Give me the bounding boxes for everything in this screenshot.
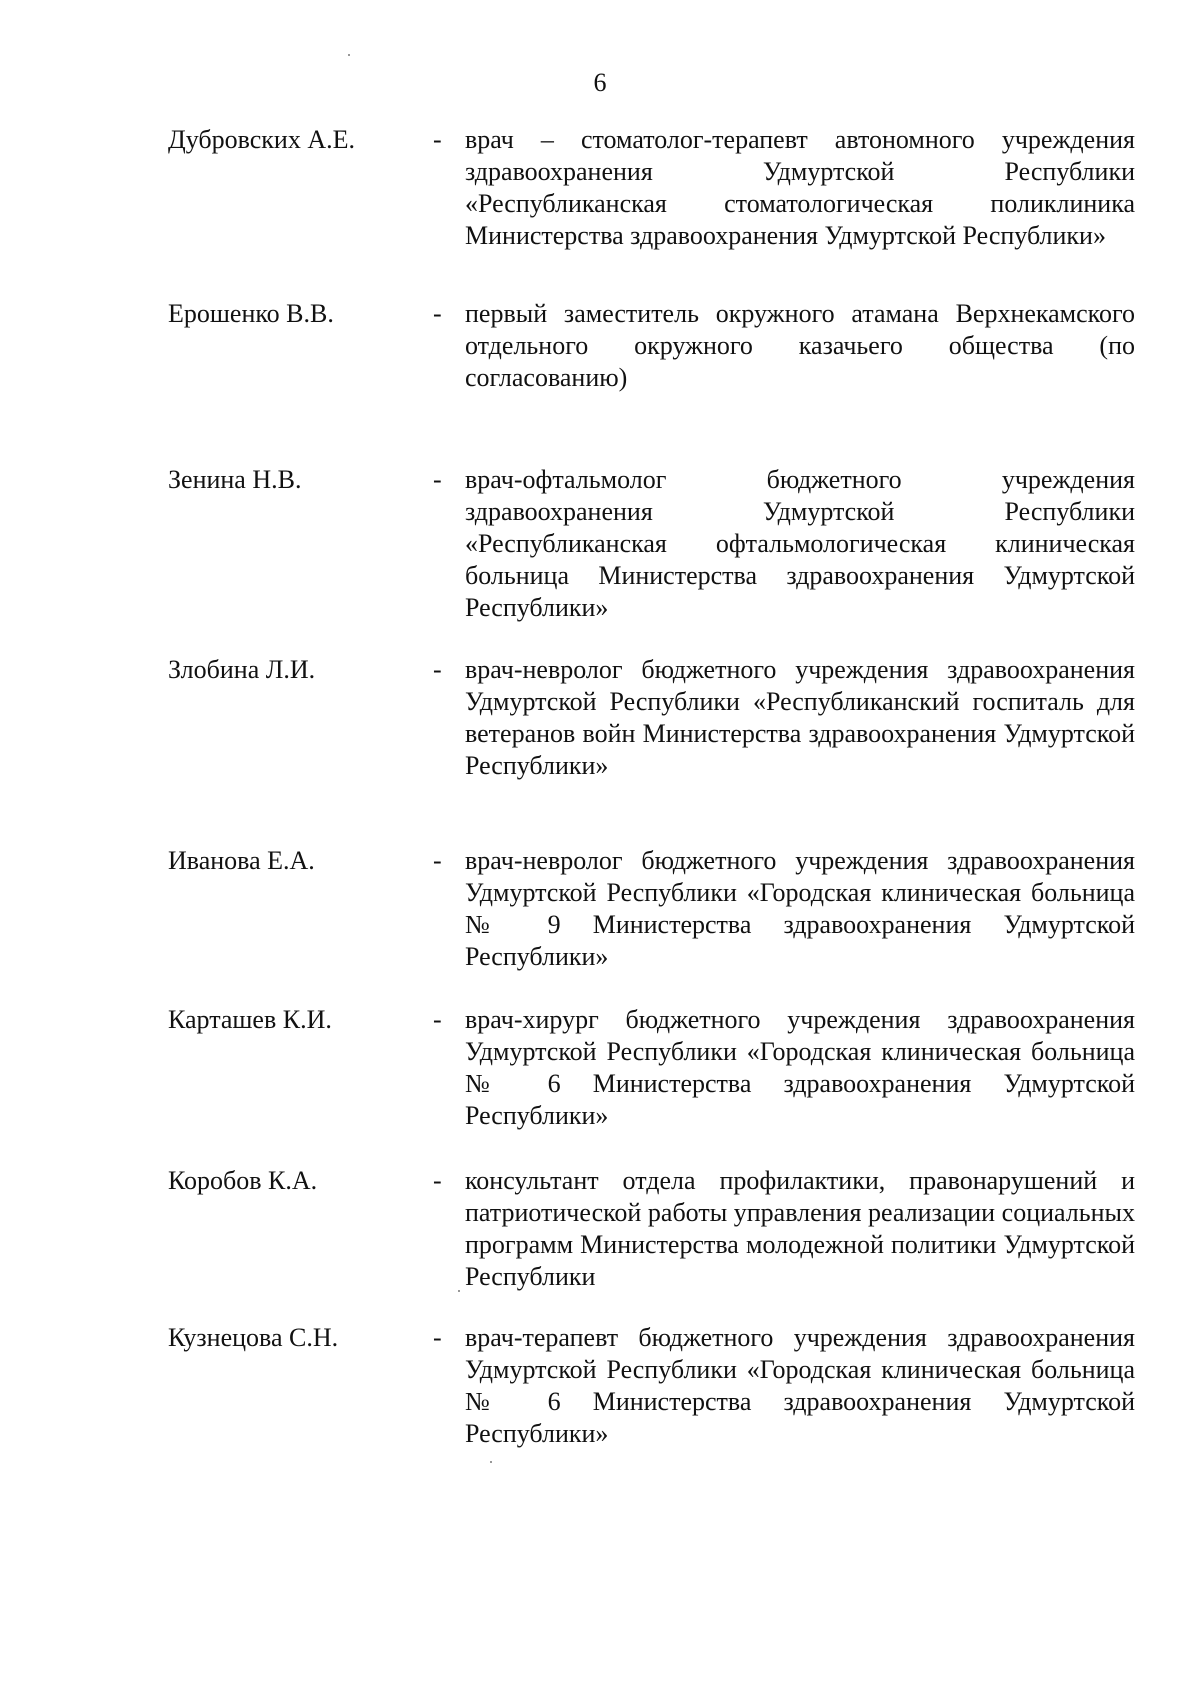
separator-dash: - <box>433 655 442 684</box>
member-position: врач-невролог бюджетного учреждения здравоохранения Удмуртской Республики «Республиканский госпиталь для ветеранов войн Министерства здравоохранения Удмуртской Республики» <box>465 655 1135 780</box>
member-name: Карташев К.И. <box>168 1005 332 1034</box>
member-name: Кузнецова С.Н. <box>168 1323 339 1352</box>
separator-dash: - <box>433 846 442 875</box>
member-position: врач – стоматолог-терапевт автономного учреждения здравоохранения Удмуртской Республики «Республиканская стоматологическая поликлиника Министерства здравоохранения Удмуртской Республики» <box>465 125 1135 250</box>
member-position: консультант отдела профилактики, правонарушений и патриотической работы управления реализации социальных программ Министерства молодежной политики Удмуртской Республики <box>465 1166 1135 1291</box>
member-name: Дубровских А.Е. <box>168 125 355 154</box>
member-name: Ерошенко В.В. <box>168 299 334 328</box>
scan-speck <box>490 1461 492 1463</box>
separator-dash: - <box>433 1166 442 1195</box>
member-position: первый заместитель окружного атамана Верхнекамского отдельного окружного казачьего общества (по согласованию) <box>465 299 1135 392</box>
separator-dash: - <box>433 465 442 494</box>
scan-speck <box>348 54 350 56</box>
separator-dash: - <box>433 125 442 154</box>
member-position: врач-невролог бюджетного учреждения здравоохранения Удмуртской Республики «Городская клиническая больница № 9 Министерства здравоохранения Удмуртской Республики» <box>465 846 1135 971</box>
member-position: врач-терапевт бюджетного учреждения здравоохранения Удмуртской Республики «Городская клиническая больница № 6 Министерства здравоохранения Удмуртской Республики» <box>465 1323 1135 1448</box>
separator-dash: - <box>433 1005 442 1034</box>
scan-speck <box>458 1290 460 1292</box>
member-name: Иванова Е.А. <box>168 846 315 875</box>
page-number: 6 <box>593 68 607 97</box>
member-name: Злобина Л.И. <box>168 655 316 684</box>
member-name: Зенина Н.В. <box>168 465 302 494</box>
member-position: врач-хирург бюджетного учреждения здравоохранения Удмуртской Республики «Городская клиническая больница № 6 Министерства здравоохранения Удмуртской Республики» <box>465 1005 1135 1130</box>
member-position: врач-офтальмолог бюджетного учреждения здравоохранения Удмуртской Республики «Республиканская офтальмологическая клиническая больница Министерства здравоохранения Удмуртской Республики» <box>465 465 1135 622</box>
member-name: Коробов К.А. <box>168 1166 318 1195</box>
separator-dash: - <box>433 299 442 328</box>
separator-dash: - <box>433 1323 442 1352</box>
